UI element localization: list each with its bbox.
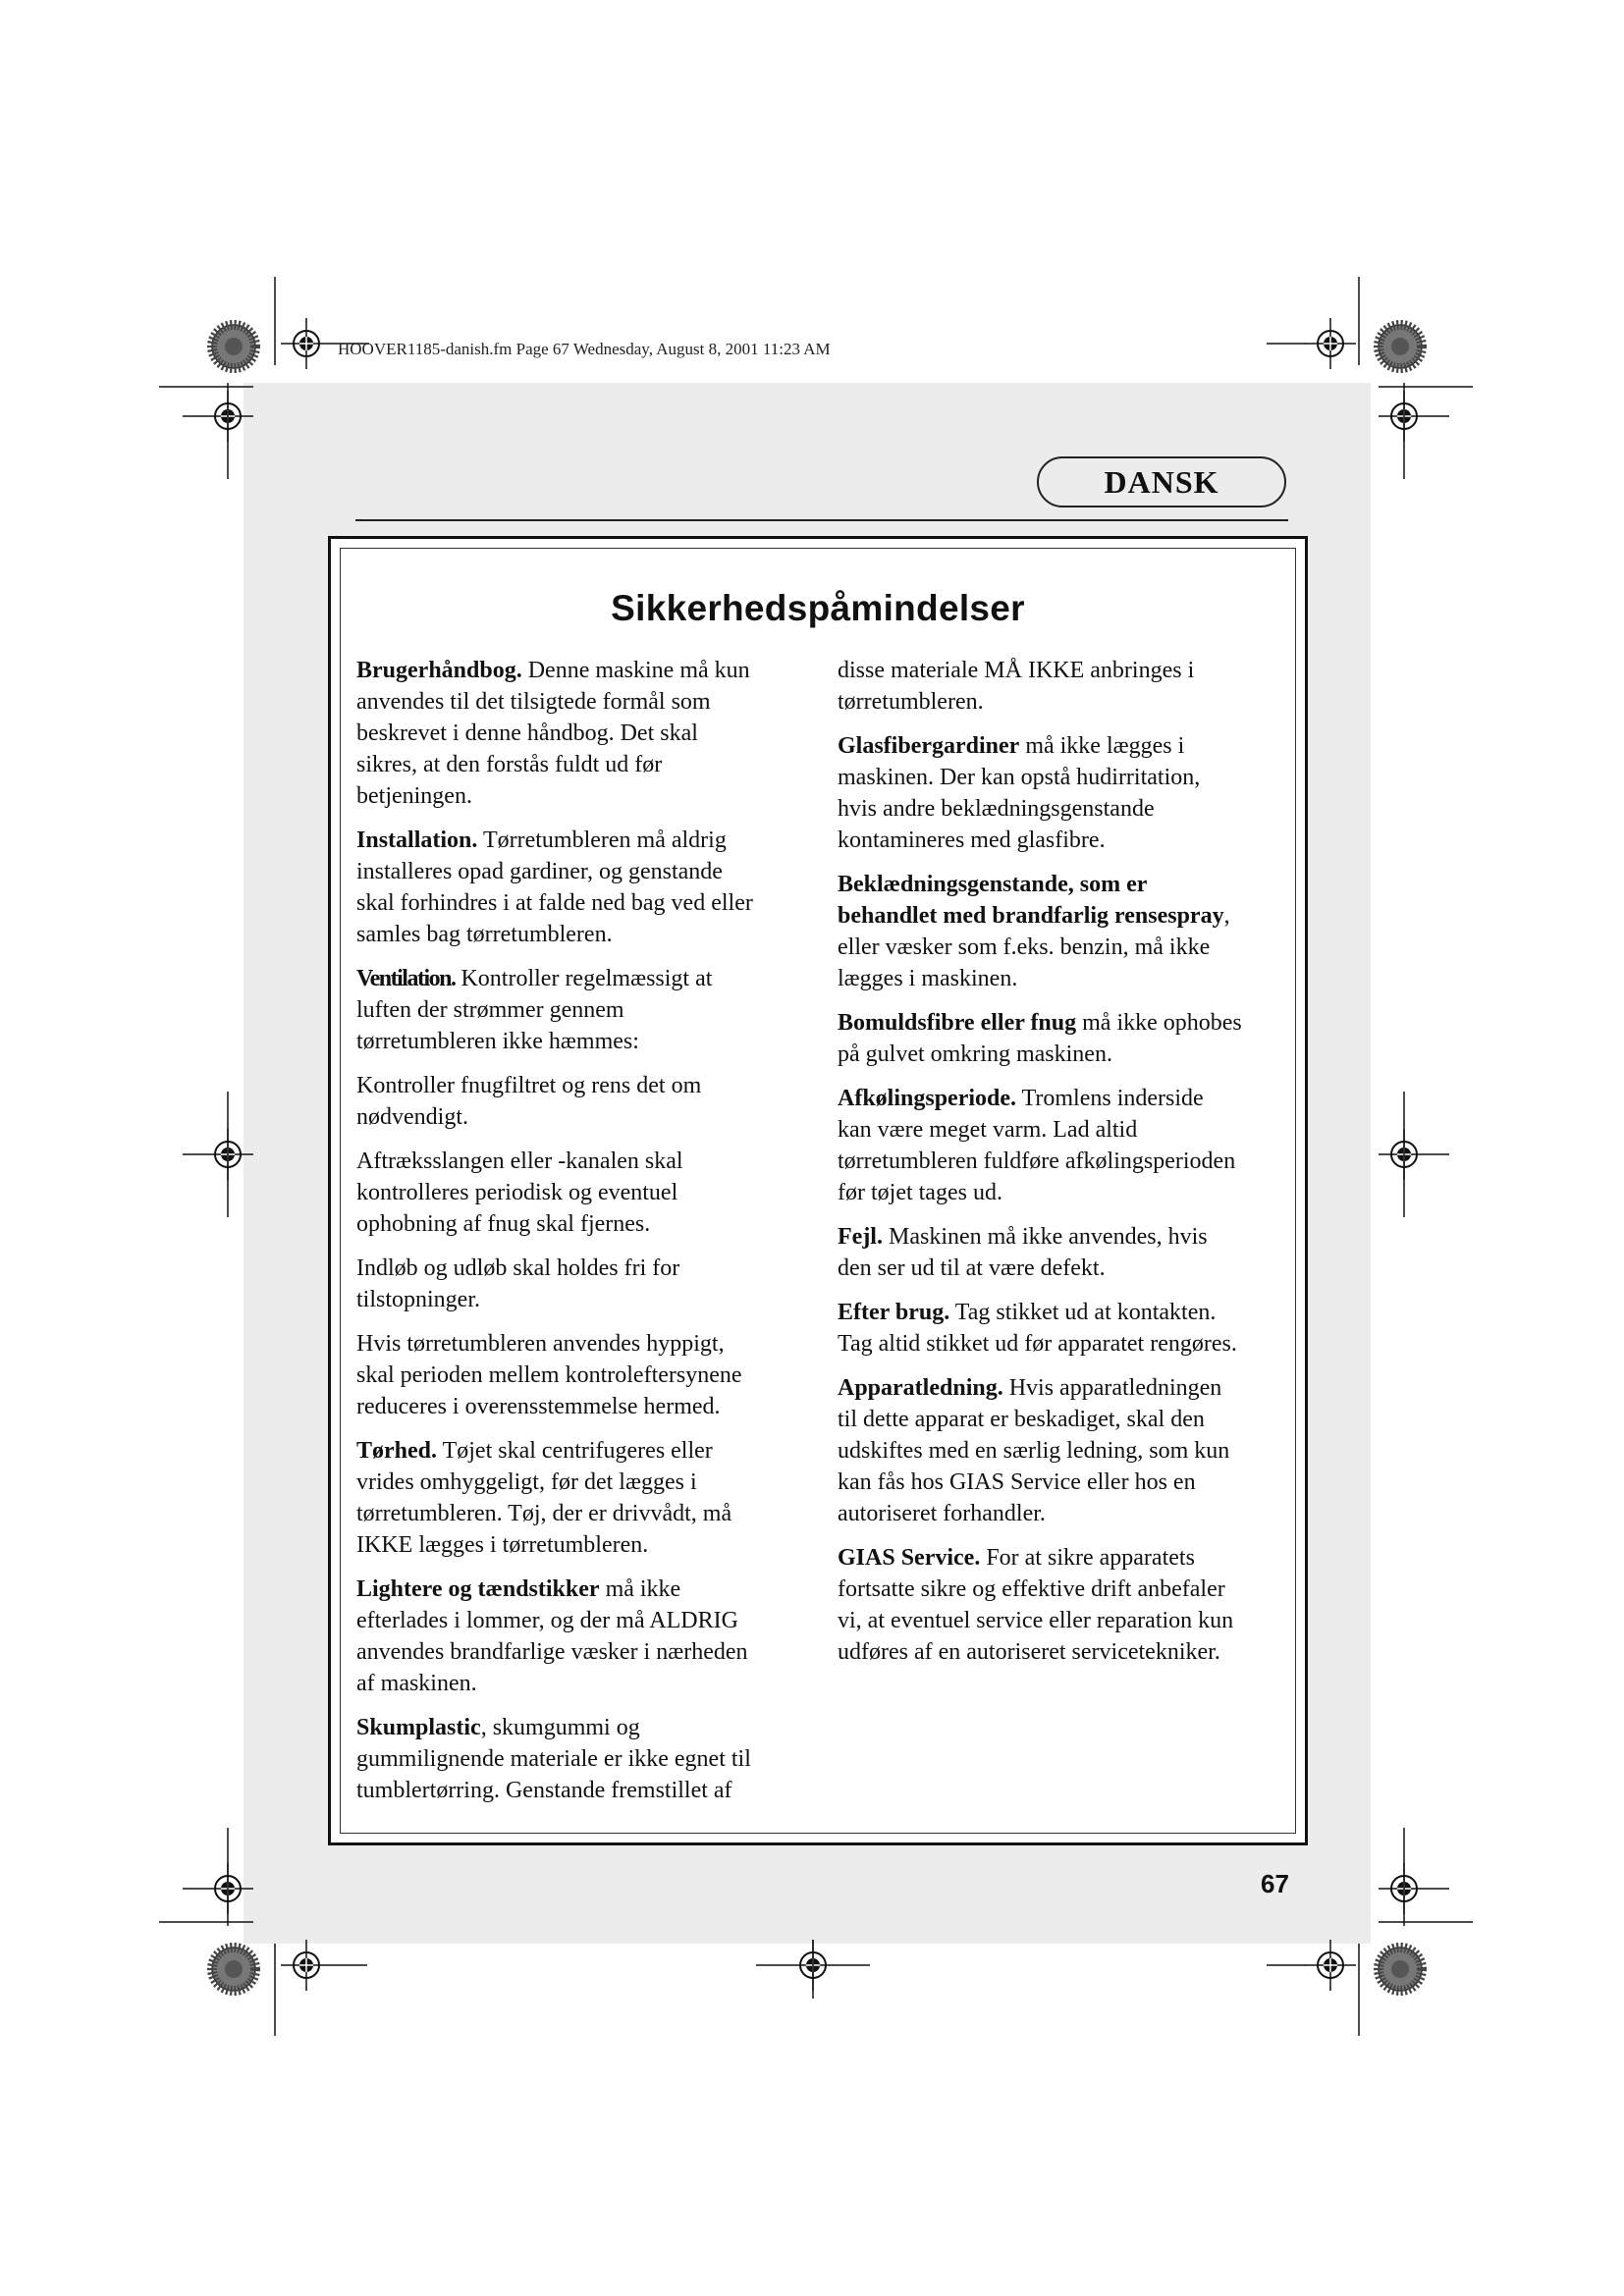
print-header: HOOVER1185-danish.fm Page 67 Wednesday, August 8, 2001 11:23 AM — [338, 340, 831, 358]
paragraph: Ventilation. Kontroller regelmæssigt at luften der strømmer gennem tørretumbleren ikke hæmmes: — [356, 966, 713, 1054]
content-frame — [328, 536, 1308, 1845]
registration-mark-icon — [1305, 318, 1356, 369]
paragraph: Indløb og udløb skal holdes fri for tilstopninger. — [356, 1255, 680, 1312]
registration-wheel-icon — [212, 325, 255, 368]
registration-mark-icon — [281, 1940, 332, 1991]
registration-wheel-icon — [1379, 1948, 1422, 1991]
paragraph: disse materiale MÅ IKKE anbringes i tørretumbleren. — [838, 658, 1195, 715]
left-column — [356, 655, 806, 1819]
paragraph: Skumplastic, skumgummi og gummilignende materiale er ikke egnet til tumblertørring. Genstande fremstillet af — [356, 1715, 751, 1803]
page-number: 67 — [1261, 1869, 1289, 1898]
paragraph: Beklædningsgenstande, som er behandlet med brandfarlig rensespray, eller væsker som f.eks. benzin, må ikke lægges i maskinen. — [838, 872, 1230, 991]
paragraph: Fejl. Maskinen må ikke anvendes, hvis den ser ud til at være defekt. — [838, 1224, 1208, 1281]
paragraph: Lightere og tændstikker må ikke efterlades i lommer, og der må ALDRIG anvendes brandfarlige væsker i nærheden af maskinen. — [356, 1576, 748, 1696]
paragraph: Kontroller fnugfiltret og rens det om nødvendigt. — [356, 1073, 702, 1130]
paragraph: Efter brug. Tag stikket ud at kontakten. Tag altid stikket ud før apparatet rengøres. — [838, 1300, 1237, 1357]
language-tab: DANSK — [1037, 456, 1286, 507]
registration-wheel-icon — [1379, 325, 1422, 368]
paragraph: Apparatledning. Hvis apparatledningen til dette apparat er beskadiget, skal den udskiftes med en særlig ledning, som kun kan fås hos GIAS Service eller hos en autoriseret forhandler. — [838, 1375, 1230, 1526]
paragraph: Brugerhåndbog. Denne maskine må kun anvendes til det tilsigtede formål som beskrevet i denne håndbog. Det skal sikres, at den forstås fuldt ud før betjeningen. — [356, 658, 750, 809]
paragraph: Aftræksslangen eller -kanalen skal kontrolleres periodisk og eventuel ophobning af fnug skal fjernes. — [356, 1148, 683, 1237]
registration-mark-icon — [281, 318, 332, 369]
right-column — [838, 655, 1291, 1681]
paragraph: Hvis tørretumbleren anvendes hyppigt, skal perioden mellem kontroleftersynene reduceres i overensstemmelse hermed. — [356, 1331, 742, 1419]
paragraph: Bomuldsfibre eller fnug må ikke ophobes på gulvet omkring maskinen. — [838, 1010, 1242, 1067]
header-rule — [355, 519, 1288, 521]
paragraph: GIAS Service. For at sikre apparatets fortsatte sikre og effektive drift anbefaler vi, at eventuel service eller reparation kun udføres af en autoriseret servicetekniker. — [838, 1545, 1234, 1665]
paragraph: Installation. Tørretumbleren må aldrig installeres opad gardiner, og genstande skal forhindres i at falde ned bag ved eller samles bag tørretumbleren. — [356, 828, 753, 947]
page-title: Sikkerhedspåmindelser — [611, 588, 1025, 628]
paragraph: Afkølingsperiode. Tromlens inderside kan være meget varm. Lad altid tørretumbleren fuldføre afkølingsperioden før tøjet tages ud. — [838, 1086, 1236, 1205]
paragraph: Glasfibergardiner må ikke lægges i maskinen. Der kan opstå hudirritation, hvis andre beklædningsgenstande kontamineres med glasfibre. — [838, 733, 1201, 853]
registration-wheel-icon — [212, 1948, 255, 1991]
registration-mark-icon — [1305, 1940, 1356, 1991]
paragraph: Tørhed. Tøjet skal centrifugeres eller vrides omhyggeligt, før det lægges i tørretumbleren. Tøj, der er drivvådt, må IKKE lægges i tørretumbleren. — [356, 1438, 732, 1558]
